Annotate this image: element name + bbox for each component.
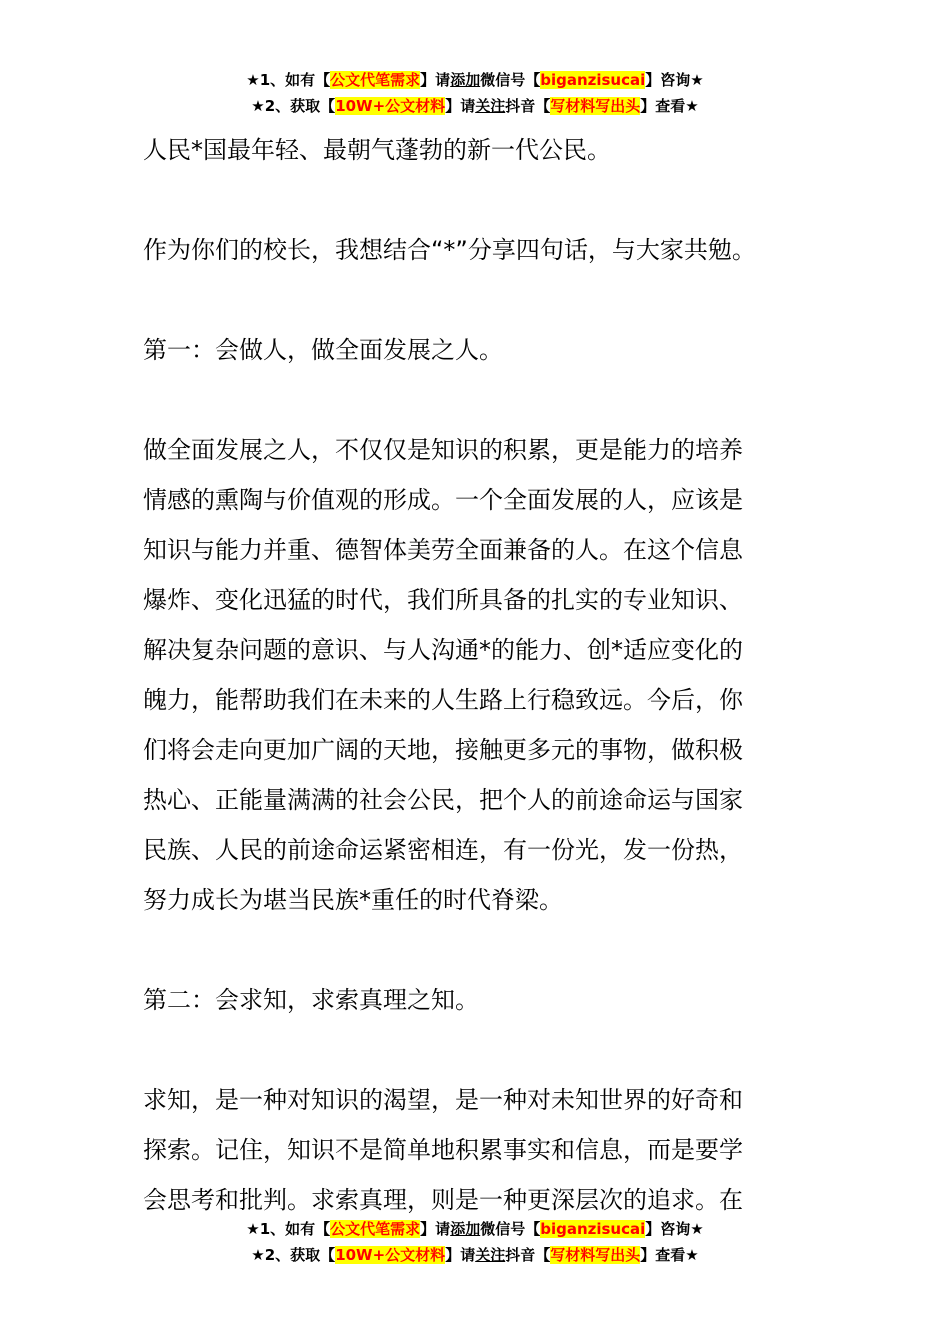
text-line: 们将会走向更加广阔的天地，接触更多元的事物，做积极 [143, 736, 743, 764]
banner-text: 微信号【 [480, 1220, 541, 1238]
banner-text: 】查看★ [640, 1246, 699, 1264]
banner-text: ★2、获取【 [251, 1246, 336, 1264]
banner-line-1 [0, 1216, 950, 1242]
paragraph-gap [143, 375, 815, 425]
banner-text: 】请 [420, 1220, 451, 1238]
highlight-wechat-id: biganzisucai [540, 1220, 646, 1238]
text-line: 人民*国最年轻、最朝气蓬勃的新一代公民。 [143, 136, 611, 164]
underlined-text: 关注 [475, 97, 506, 115]
text-line: 努力成长为堪当民族*重任的时代脊梁。 [143, 886, 563, 914]
section-heading-1: 第一：会做人，做全面发展之人。 [143, 336, 503, 364]
highlight-materials: 10W+公文材料 [335, 97, 446, 115]
paragraph-gap [143, 275, 815, 325]
text-line: 民族、人民的前途命运紧密相连，有一份光，发一份热， [143, 836, 743, 864]
banner-text: 】查看★ [640, 97, 699, 115]
text-line: 做全面发展之人，不仅仅是知识的积累，更是能力的培养 [143, 436, 743, 464]
paragraph-gap [143, 1025, 815, 1075]
banner-text: 】请 [445, 97, 476, 115]
banner-text: 】请 [420, 71, 451, 89]
banner-text: 】咨询★ [645, 1220, 704, 1238]
highlight-materials: 10W+公文材料 [335, 1246, 446, 1264]
header-banner [0, 67, 950, 119]
footer-banner [0, 1216, 950, 1268]
underlined-text: 添加 [450, 1220, 481, 1238]
text-line: 热心、正能量满满的社会公民，把个人的前途命运与国家 [143, 786, 743, 814]
text-line: 探索。记住，知识不是简单地积累事实和信息，而是要学 [143, 1136, 743, 1164]
text-line: 魄力，能帮助我们在未来的人生路上行稳致远。今后，你 [143, 686, 743, 714]
section-heading-2: 第二：会求知，求索真理之知。 [143, 986, 479, 1014]
underlined-text: 关注 [475, 1246, 506, 1264]
text-line: 会思考和批判。求索真理，则是一种更深层次的追求。在 [143, 1186, 743, 1214]
banner-line-2 [0, 1242, 950, 1268]
banner-line-2 [0, 93, 950, 119]
highlight-service: 公文代笔需求 [330, 1220, 421, 1238]
document-body [143, 125, 815, 1225]
highlight-service: 公文代笔需求 [330, 71, 421, 89]
highlight-douyin-account: 写材料写出头 [550, 97, 641, 115]
banner-text: 】请 [445, 1246, 476, 1264]
banner-text: 抖音【 [505, 1246, 551, 1264]
text-line: 情感的熏陶与价值观的形成。一个全面发展的人，应该是 [143, 486, 743, 514]
text-line: 求知，是一种对知识的渴望，是一种对未知世界的好奇和 [143, 1086, 743, 1114]
banner-text: 微信号【 [480, 71, 541, 89]
banner-text: 】咨询★ [645, 71, 704, 89]
text-line: 知识与能力并重、德智体美劳全面兼备的人。在这个信息 [143, 536, 743, 564]
banner-text: ★1、如有【 [246, 71, 331, 89]
banner-text: ★2、获取【 [251, 97, 336, 115]
highlight-wechat-id: biganzisucai [540, 71, 646, 89]
banner-text: 抖音【 [505, 97, 551, 115]
banner-text: ★1、如有【 [246, 1220, 331, 1238]
text-line: 作为你们的校长，我想结合“*”分享四句话，与大家共勉。 [143, 236, 756, 264]
text-line: 解决复杂问题的意识、与人沟通*的能力、创*适应变化的 [143, 636, 743, 664]
underlined-text: 添加 [450, 71, 481, 89]
paragraph-gap [143, 925, 815, 975]
paragraph-gap [143, 175, 815, 225]
highlight-douyin-account: 写材料写出头 [550, 1246, 641, 1264]
text-line: 爆炸、变化迅猛的时代，我们所具备的扎实的专业知识、 [143, 586, 743, 614]
banner-line-1 [0, 67, 950, 93]
